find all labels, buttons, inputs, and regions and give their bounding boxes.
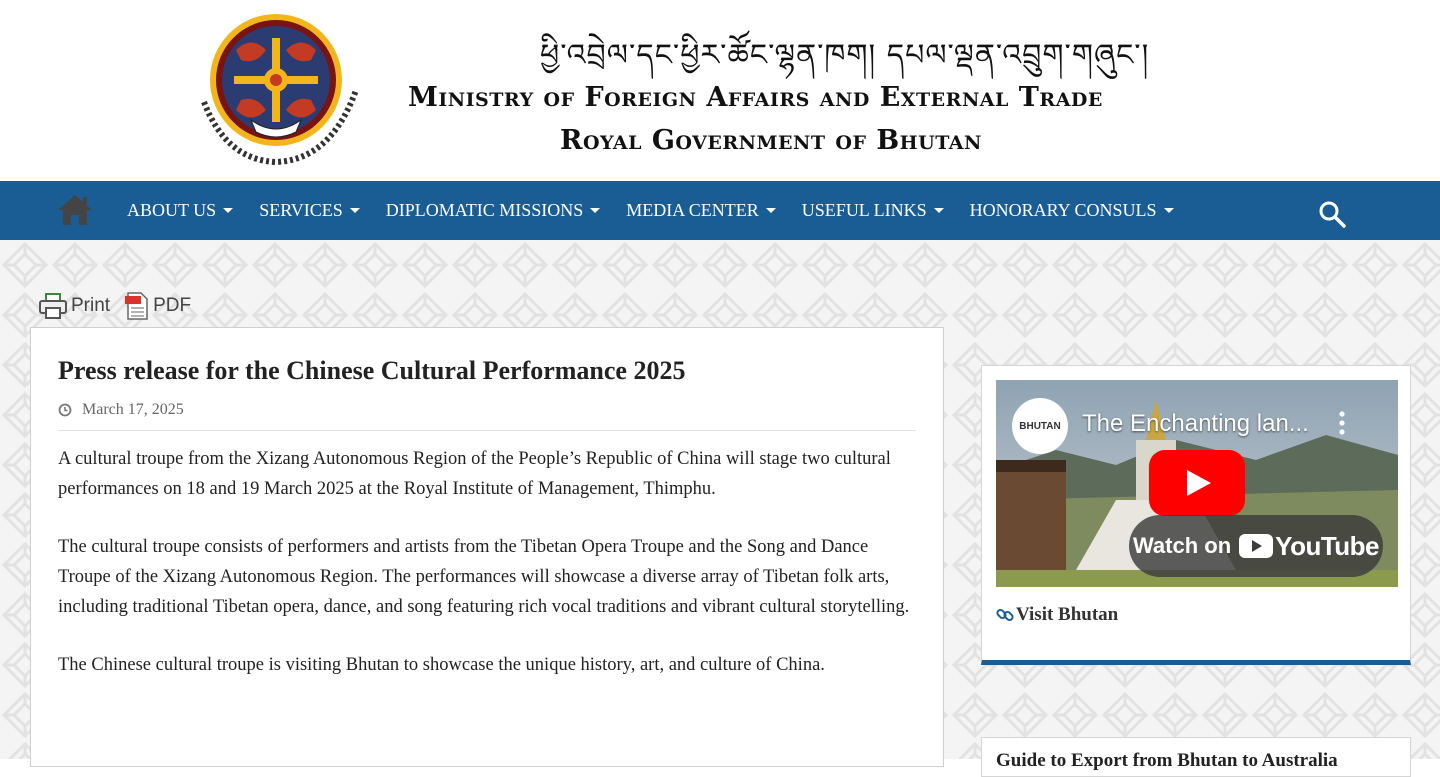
nav-item-useful-links[interactable]: USEFUL LINKS — [802, 200, 944, 221]
chevron-down-icon — [766, 208, 776, 213]
article-paragraph: The cultural troupe consists of performers and artists from the Tibetan Opera Troupe and the Song and Dance Troupe of the Xizang Autonomous Region. The performances will showcase a diverse array of Tibetan folk arts, including traditional Tibetan opera, dance, and song featuring rich vocal traditions and vibrant cultural storytelling. — [58, 537, 910, 617]
article-paragraph: A cultural troupe from the Xizang Autonomous Region of the People’s Republic of China will stage two cultural performances on 18 and 19 March 2025 at the Royal Institute of Management, Thimphu. — [58, 449, 891, 499]
article-date — [58, 401, 184, 419]
watch-on-label: Watch on — [1132, 533, 1232, 558]
nav-item-honorary-consuls[interactable]: HONORARY CONSULS — [970, 200, 1174, 221]
sidebar-video-widget — [981, 365, 1411, 665]
chevron-down-icon — [590, 208, 600, 213]
press-release-article — [30, 327, 944, 767]
chevron-down-icon — [223, 208, 233, 213]
print-label: Print — [71, 295, 111, 316]
channel-avatar[interactable]: BHUTAN — [1012, 398, 1068, 454]
royal-emblem-logo[interactable] — [196, 10, 368, 168]
print-pdf-toolbar — [38, 292, 205, 320]
youtube-label: YouTube — [1275, 530, 1380, 561]
play-icon[interactable] — [1149, 450, 1245, 516]
printer-icon — [38, 292, 68, 320]
print-button[interactable] — [38, 292, 110, 320]
link-icon — [996, 606, 1014, 624]
video-title[interactable]: The Enchanting lan... — [1082, 410, 1309, 437]
article-date-text: March 17, 2025 — [82, 401, 184, 418]
article-body — [58, 444, 918, 708]
site-header — [0, 0, 1440, 181]
article-title: Press release for the Chinese Cultural Performance 2025 — [58, 356, 686, 385]
youtube-video-embed[interactable] — [996, 380, 1398, 587]
watch-on-youtube-button[interactable] — [1129, 515, 1383, 577]
visit-bhutan-link[interactable] — [996, 604, 1118, 626]
export-guide-title[interactable]: Guide to Export from Bhutan to Australia — [996, 750, 1338, 771]
chevron-down-icon — [1164, 208, 1174, 213]
nav-item-services[interactable]: SERVICES — [259, 200, 360, 221]
ministry-title: Ministry of Foreign Affairs and External Trade — [408, 82, 1103, 113]
tibetan-title: ཕྱི་འབྲེལ་དང་ཕྱིར་ཚོང་ལྷན་ཁག། དཔལ་ལྡན་འབྲུག་གཞུང་། — [540, 38, 1150, 73]
youtube-logo — [1239, 531, 1379, 562]
pdf-icon — [124, 292, 150, 320]
nav-menu — [127, 181, 1200, 240]
clock-icon — [58, 403, 72, 417]
nav-item-diplomatic-missions[interactable]: DIPLOMATIC MISSIONS — [386, 200, 601, 221]
pdf-button[interactable] — [124, 292, 191, 320]
chevron-down-icon — [350, 208, 360, 213]
government-title: Royal Government of Bhutan — [560, 125, 982, 156]
sidebar-widget-export-guide — [981, 737, 1411, 777]
main-nav — [0, 181, 1440, 240]
youtube-icon — [1239, 534, 1273, 558]
pdf-label: PDF — [153, 295, 192, 316]
article-paragraph: The Chinese cultural troupe is visiting Bhutan to showcase the unique history, art, and culture of China. — [58, 655, 825, 675]
divider — [58, 430, 916, 431]
nav-item-about-us[interactable]: ABOUT US — [127, 200, 233, 221]
visit-bhutan-label: Visit Bhutan — [1016, 604, 1119, 625]
nav-item-media-center[interactable]: MEDIA CENTER — [626, 200, 776, 221]
search-icon[interactable] — [1318, 200, 1346, 228]
chevron-down-icon — [934, 208, 944, 213]
more-options-icon[interactable] — [1339, 410, 1345, 436]
home-icon[interactable] — [56, 193, 94, 227]
